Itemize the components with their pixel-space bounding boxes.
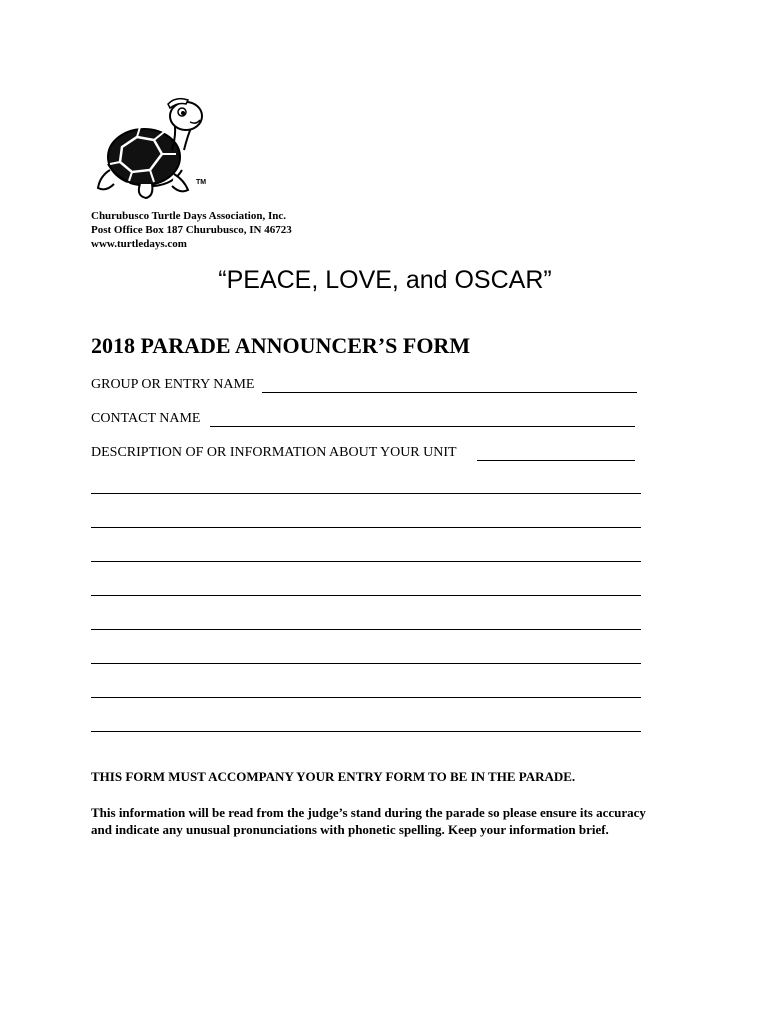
organization-address: Post Office Box 187 Churubusco, IN 46723 — [91, 224, 292, 236]
description-line[interactable] — [91, 629, 641, 630]
description-line[interactable] — [91, 697, 641, 698]
parade-theme: “PEACE, LOVE, and OSCAR” — [218, 266, 552, 294]
trademark-label: TM — [196, 179, 207, 186]
contact-name-line[interactable] — [210, 426, 635, 427]
turtle-mascot-icon — [92, 92, 217, 202]
description-line[interactable] — [91, 663, 641, 664]
description-line[interactable] — [91, 731, 641, 732]
description-line[interactable] — [91, 595, 641, 596]
information-instructions: This information will be read from the judge’s stand during the parade so please ensure its accuracy and indicate any unusual pronunciations with phonetic spelling. Keep your information brief. — [91, 805, 646, 837]
description-label: DESCRIPTION OF OR INFORMATION ABOUT YOUR UNIT — [91, 445, 457, 460]
organization-block — [91, 209, 292, 251]
group-name-line[interactable] — [262, 392, 637, 393]
organization-website: www.turtledays.com — [91, 238, 187, 250]
description-line[interactable] — [91, 527, 641, 528]
contact-name-label: CONTACT NAME — [91, 411, 201, 426]
form-title: 2018 PARADE ANNOUNCER’S FORM — [91, 333, 471, 358]
description-line[interactable] — [91, 493, 641, 494]
form-notice: THIS FORM MUST ACCOMPANY YOUR ENTRY FORM TO BE IN THE PARADE. — [91, 769, 576, 784]
group-name-label: GROUP OR ENTRY NAME — [91, 377, 255, 392]
description-line[interactable] — [477, 460, 635, 461]
description-line[interactable] — [91, 561, 641, 562]
organization-name: Churubusco Turtle Days Association, Inc. — [91, 210, 286, 222]
